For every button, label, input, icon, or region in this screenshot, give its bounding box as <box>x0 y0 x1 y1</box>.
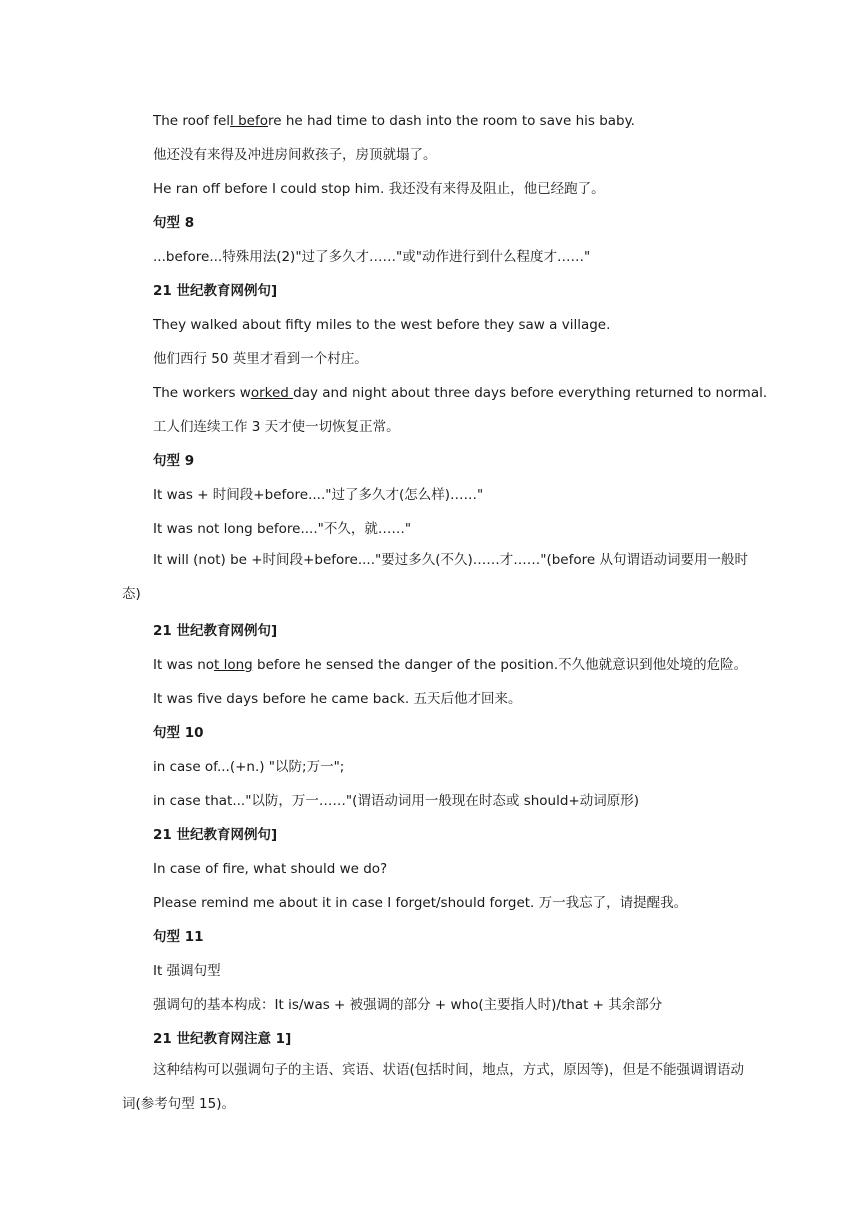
section-heading: 句型 10 <box>153 725 204 741</box>
examples-label: 21 世纪教育网例句] <box>153 623 278 639</box>
translation: 工人们连续工作 3 天才使一切恢复正常。 <box>153 419 400 435</box>
example-sentence: The roof fell before he had time to dash into the room to save his baby. <box>153 113 635 129</box>
pattern-description: It 强调句型 <box>153 963 221 979</box>
example-sentence: He ran off before I could stop him. 我还没有来得及阻止，他已经跑了。 <box>153 181 605 197</box>
pattern-description: It will (not) be +时间段+before...."要过多久(不久)……才……"(before 从句谓语动词要用一般时态) <box>122 552 748 602</box>
pattern-description: in case that..."以防，万一……"(谓语动词用一般现在时态或 should+动词原形) <box>153 793 639 809</box>
pattern-description: in case of...(+n.) "以防;万一"; <box>153 759 345 775</box>
pattern-description: 强调句的基本构成：It is/was + 被强调的部分 + who(主要指人时)/that + 其余部分 <box>153 997 663 1013</box>
examples-label: 21 世纪教育网例句] <box>153 827 278 843</box>
section-heading: 句型 9 <box>153 453 195 469</box>
section-heading: 句型 8 <box>153 215 195 231</box>
pattern-description: It was not long before...."不久，就……" <box>153 521 412 537</box>
translation: 他还没有来得及冲进房间救孩子，房顶就塌了。 <box>153 147 437 163</box>
example-sentence: In case of fire, what should we do? <box>153 861 388 877</box>
example-sentence: They walked about fifty miles to the west before they saw a village. <box>153 317 611 333</box>
example-sentence: It was five days before he came back. 五天后他才回来。 <box>153 691 522 707</box>
example-sentence: The workers worked day and night about three days before everything returned to normal. <box>153 385 768 401</box>
pattern-description: ...before...特殊用法(2)"过了多久才……"或"动作进行到什么程度才……" <box>153 249 591 265</box>
pattern-description: It was + 时间段+before...."过了多久才(怎么样)……" <box>153 487 484 503</box>
example-sentence: It was not long before he sensed the danger of the position.不久他就意识到他处境的危险。 <box>153 657 748 673</box>
examples-label: 21 世纪教育网例句] <box>153 283 278 299</box>
translation: 他们西行 50 英里才看到一个村庄。 <box>153 351 368 367</box>
note-text: 这种结构可以强调句子的主语、宾语、状语(包括时间，地点，方式，原因等)，但是不能强调谓语动词(参考句型 15)。 <box>122 1062 745 1112</box>
section-heading: 句型 11 <box>153 929 204 945</box>
example-sentence: Please remind me about it in case I forget/should forget. 万一我忘了，请提醒我。 <box>153 895 688 911</box>
note-label: 21 世纪教育网注意 1] <box>153 1031 292 1047</box>
